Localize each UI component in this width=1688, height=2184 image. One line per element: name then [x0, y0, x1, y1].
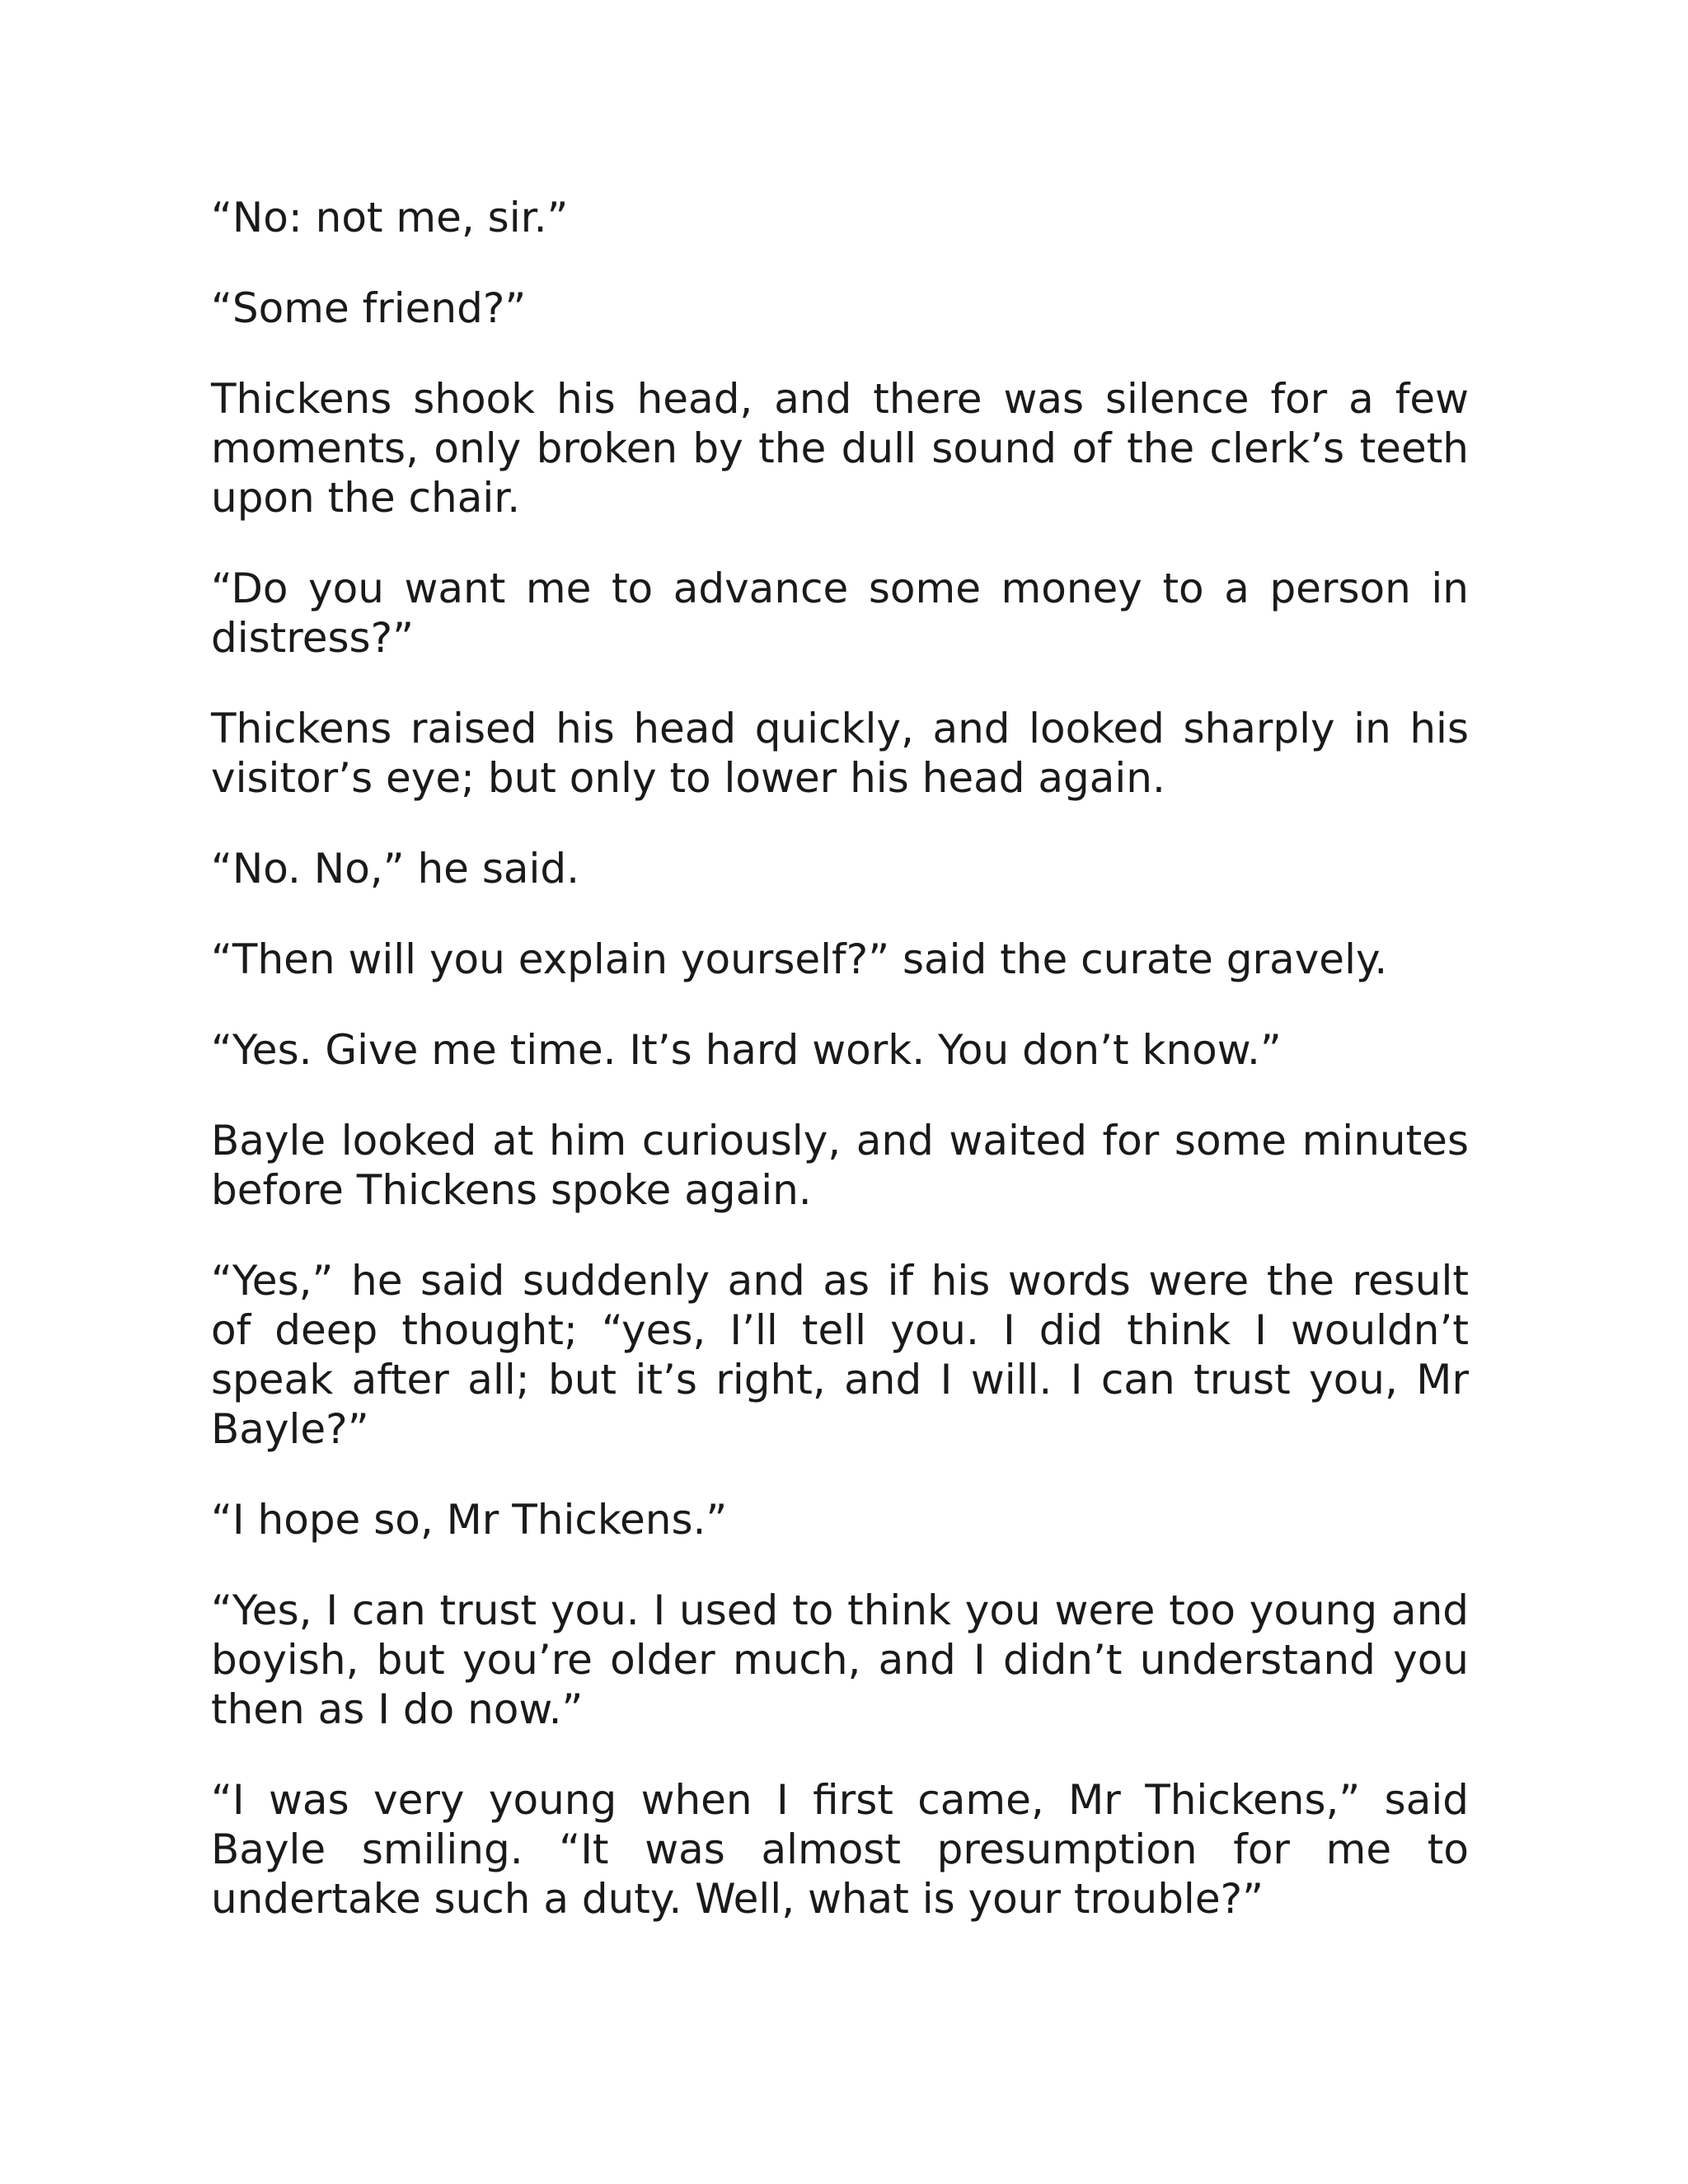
paragraph: “No: not me, sir.”: [211, 194, 569, 241]
paragraph: “I hope so, Mr Thickens.”: [211, 1496, 728, 1544]
paragraph: Bayle looked at him curiously, and waited for some minutes before Thickens spoke again.: [211, 1117, 1469, 1214]
paragraph: “I was very young when I first came, Mr Thickens,” said Bayle smiling. “It was almost presumption for me to undertake such a duty. Well, what is your trouble?”: [211, 1776, 1469, 1923]
paragraph: “Yes. Give me time. It’s hard work. You don’t know.”: [211, 1026, 1282, 1074]
paragraph: Thickens raised his head quickly, and looked sharply in his visitor’s eye; but only to lower his head again.: [211, 705, 1469, 802]
paragraph: “Then will you explain yourself?” said the curate gravely.: [211, 935, 1388, 983]
paragraph: Thickens shook his head, and there was silence for a few moments, only broken by the dull sound of the clerk’s teeth upon the chair.: [211, 375, 1469, 522]
paragraph: “Do you want me to advance some money to a person in distress?”: [211, 565, 1469, 662]
paragraph: “Some friend?”: [211, 284, 527, 332]
paragraph: “No. No,” he said.: [211, 845, 580, 893]
paragraph: “Yes,” he said suddenly and as if his words were the result of deep thought; “yes, I’ll tell you. I did think I wouldn’t speak after all; but it’s right, and I will. I can trust you, Mr Bayle?”: [211, 1257, 1469, 1453]
document-page: [211, 193, 1469, 1965]
paragraph: “Yes, I can trust you. I used to think you were too young and boyish, but you’re older much, and I didn’t understand you then as I do now.”: [211, 1586, 1469, 1733]
